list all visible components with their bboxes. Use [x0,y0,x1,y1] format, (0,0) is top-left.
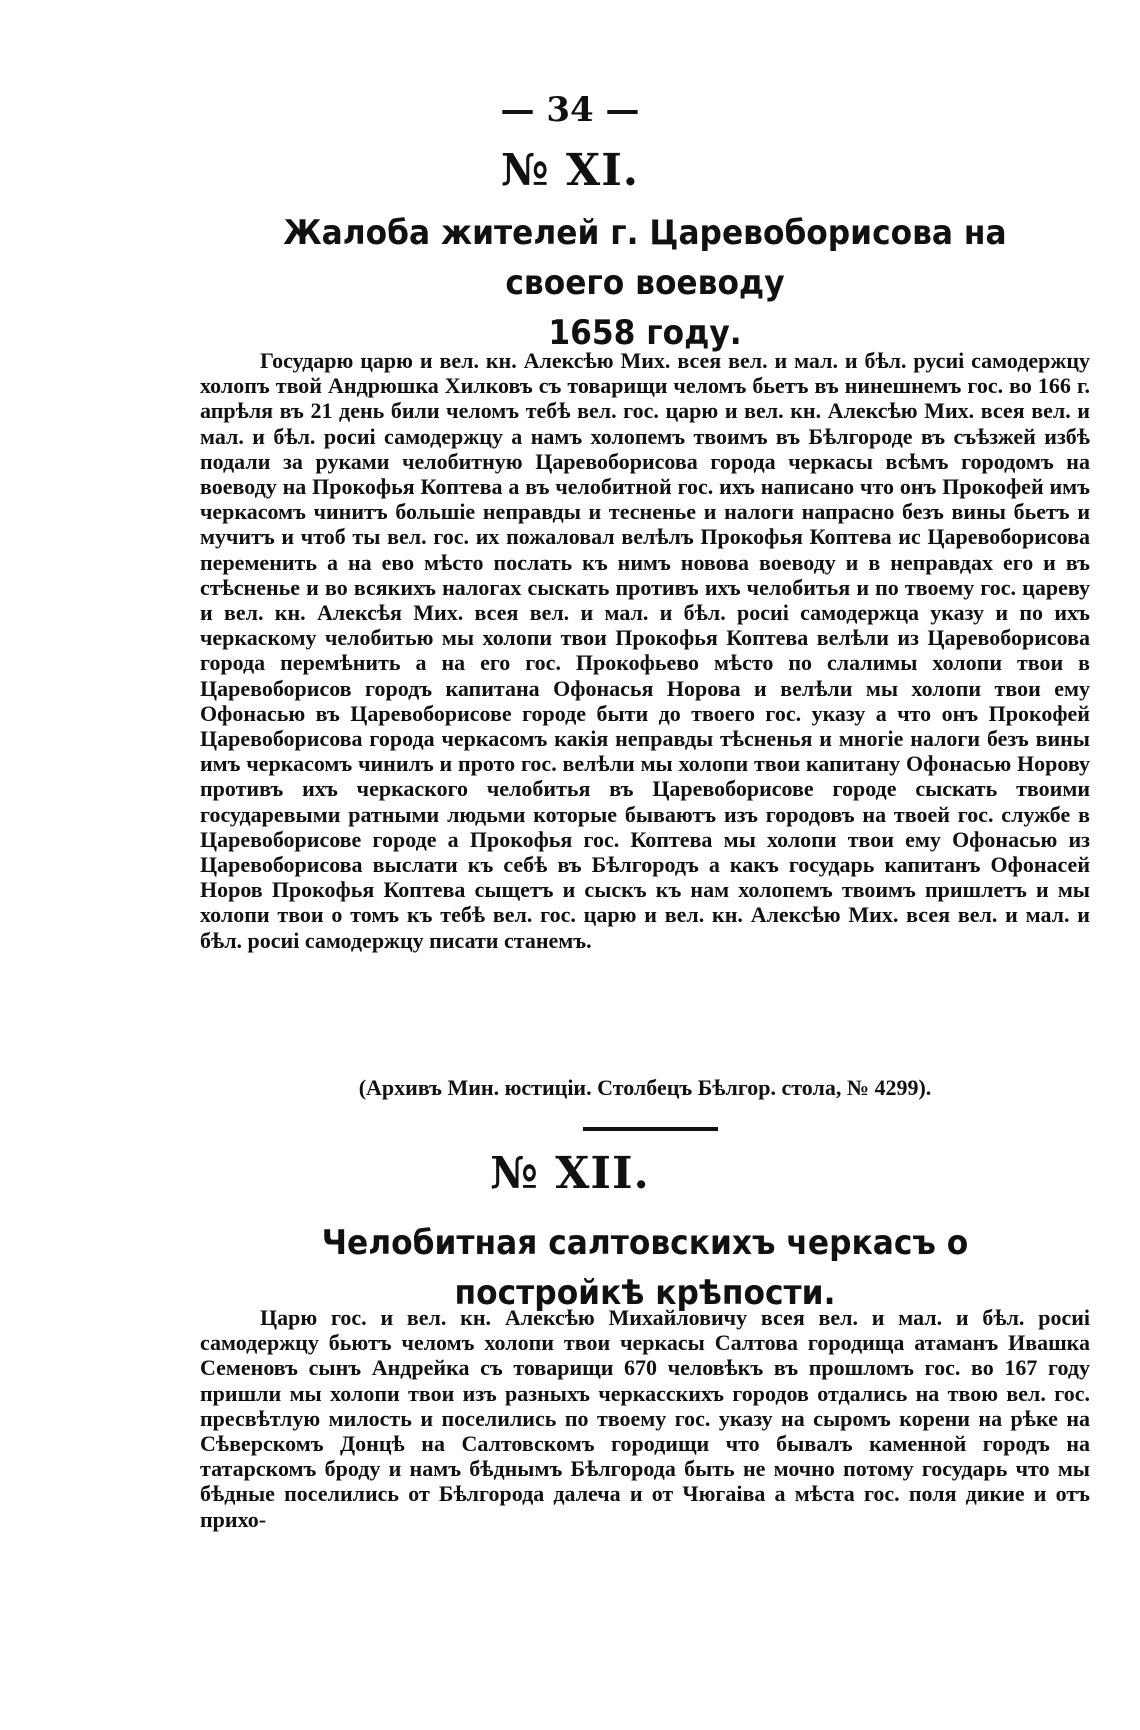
archive-citation: (Архивъ Мин. юстиціи. Столбецъ Бѣлгор. стола, № 4299). [358,1075,932,1100]
page-number: — 34 — [500,90,640,130]
document-number-xi: № XI. [500,145,640,196]
body-paragraph: Государю царю и вел. кн. Алексѣю Мих. всея вел. и мал. и бѣл. русиі самодержцу холопъ твой Андрюшка Хилковъ съ товарищи челомъ бьетъ въ нинешнемъ гос. во 166 г. апрѣля въ 21 день били челомъ тебѣ вел. гос. царю и вел. кн. Алексѣю Мих. всея вел. и мал. и бѣл. росиі самодержцу а намъ холопемъ твоимъ въ Бѣлгороде въ съѣзжей избѣ подали за руками челобитную Царевоборисова города черкасы всѣмъ городомъ на воеводу на Прокофья Коптева а въ челобитной гос. ихъ написано что онъ Прокофей имъ черкасомъ чинитъ большіе неправды и тесненье и налоги напрасно безъ вины бьетъ и мучитъ и чтоб ты вел. гос. их пожаловал велѣлъ Прокофья Коптева ис Царевоборисова переменить а на ево мѣсто послать къ нимъ новова воеводу и в неправдах его и въ стѣсненье и во всякихъ налогах сыскать противъ ихъ челобитья и по твоему гос. цареву и вел. кн. Алексѣя Мих. всея вел. и мал. и бѣл. росиі самодержца указу и по ихъ черкаскому челобитью мы холопи твои Прокофья Коптева велѣли из Царевоборисова города перемѣнить а на его гос. Прокофьево мѣсто по слалимы холопи твои в Царевоборисов городъ капитана Офонасья Норова и велѣли мы холопи твои ему Офонасью въ Царевоборисове городе быти до твоего гос. указу а что онъ Прокофей Царевоборисова города черкасомъ какія неправды тѣсненья и многіе налоги безъ вины имъ черкасомъ чинилъ и прото гос. велѣли мы холопи твои капитану Офонасью Норову противъ ихъ черкаского челобитья въ Царевоборисове городе сыскать твоими государевыми ратными людьми которые бываютъ изъ городовъ на твоей гос. службе в Царевоборисове городе а Прокофья гос. Коптева мы холопи твои ему Офонасью из Царевоборисова выслати къ себѣ въ Бѣлгородъ а какъ государь капитанъ Офонасей Норов Прокофья Коптева сыщетъ и сыскъ къ нам холопемъ твоимъ пришлетъ и мы холопи твои о томъ къ тебѣ вел. гос. царю и вел. кн. Алексѣю Мих. всея вел. и мал. и бѣл. росиі самодержцу писати станемъ. [200,348,1090,953]
document-number-xii: № XII. [490,1148,650,1199]
document-body-xi [200,348,1090,953]
body-paragraph: Царю гос. и вел. кн. Алексѣю Михайловичу всея вел. и мал. и бѣл. росиі самодержцу бьютъ челомъ холопи твои черкасы Салтова городища атаманъ Ивашка Семеновъ сынъ Андрейка съ товарищи 670 человѣкъ въ прошломъ гос. во 167 году пришли мы холопи твои изъ разныхъ черкасскихъ городов отдались на твою вел. гос. пресвѣтлую милость и поселились по твоему гос. указу на сыромъ корени на рѣке на Сѣверскомъ Донцѣ на Салтовскомъ городищи что бывалъ каменной городъ на татарскомъ броду и намъ бѣднымъ Бѣлгорода быть не мочно потому государь что мы бѣдные поселились от Бѣлгорода далеча и от Чюгаіва а мѣста гос. поля дикие и отъ прихо- [200,1305,1090,1532]
document-title-xii: Челобитная салтовскихъ черкасъ о постройкѣ крѣпости. [321,1223,969,1313]
document-title-xi [236,208,1055,358]
section-divider [583,1127,718,1131]
document-title-xi-line2: 1658 году. [548,313,742,353]
document-title-xi-line1: Жалоба жителей г. Царевоборисова на своего воеводу [283,213,1007,303]
document-body-xii [200,1305,1090,1532]
